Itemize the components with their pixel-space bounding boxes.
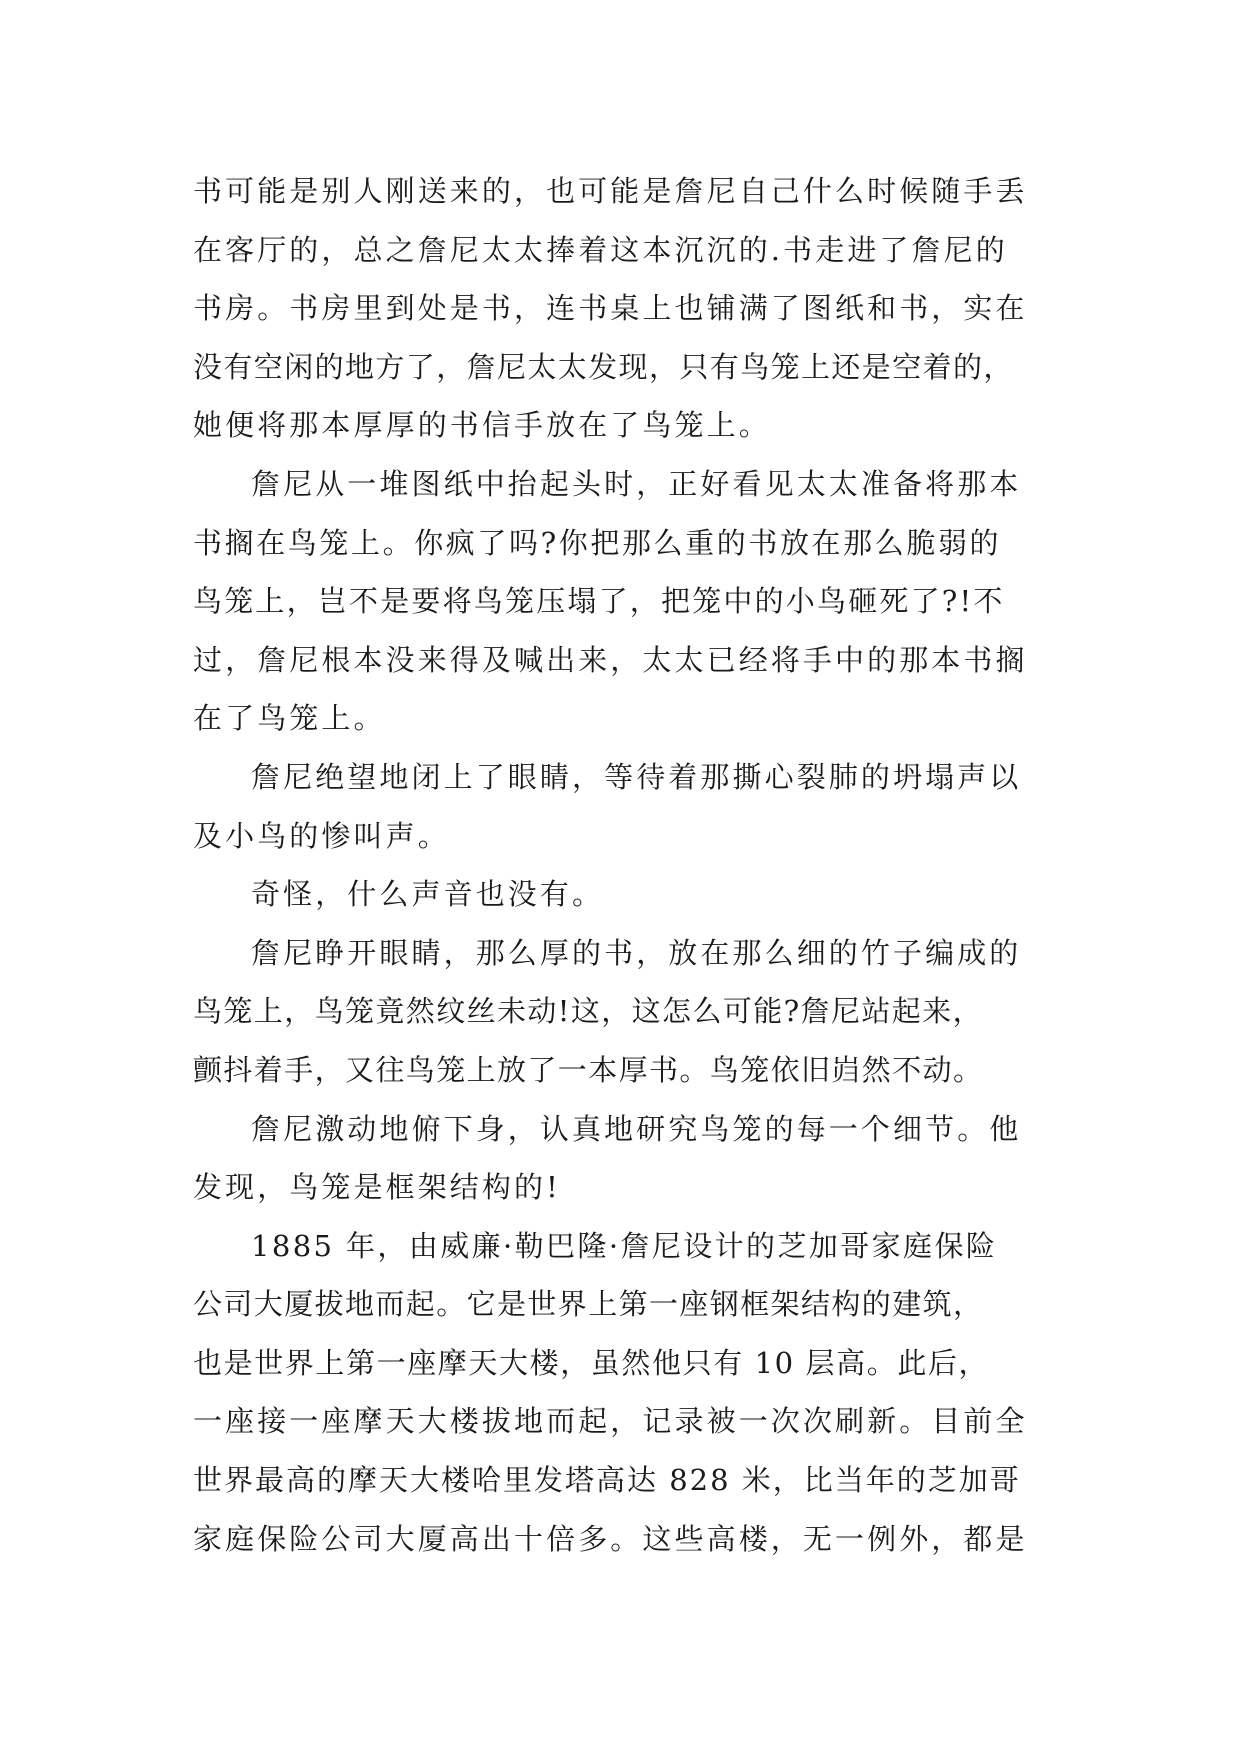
text-line: 詹尼从一堆图纸中抬起头时，正好看见太太准备将那本 <box>251 466 1022 501</box>
text-line: 世界最高的摩天大楼哈里发塔高达 828 米，比当年的芝加哥 <box>193 1463 1021 1498</box>
document-body <box>193 162 1063 1568</box>
text-line: 颤抖着手，又往鸟笼上放了一本厚书。鸟笼依旧岿然不动。 <box>193 1052 984 1087</box>
text-line: 及小鸟的惨叫声。 <box>193 818 450 853</box>
text-line: 公司大厦拔地而起。它是世界上第一座钢框架结构的建筑， <box>193 1287 984 1322</box>
paragraph <box>193 748 1063 865</box>
text-line: 鸟笼上，岂不是要将鸟笼压塌了，把笼中的小鸟砸死了?!不 <box>193 584 1005 619</box>
text-line: 发现，鸟笼是框架结构的! <box>193 1170 561 1205</box>
paragraph <box>193 1100 1063 1217</box>
text-line: 在了鸟笼上。 <box>193 701 386 736</box>
text-line: 詹尼激动地俯下身，认真地研究鸟笼的每一个细节。他 <box>251 1111 1022 1146</box>
paragraph <box>193 924 1063 1100</box>
text-line: 詹尼绝望地闭上了眼睛，等待着那撕心裂肺的坍塌声以 <box>251 759 1022 794</box>
paragraph <box>193 1217 1063 1569</box>
text-line: 过，詹尼根本没来得及喊出来，太太已经将手中的那本书搁 <box>193 642 1028 677</box>
paragraph <box>193 865 1063 924</box>
text-line: 也是世界上第一座摩天大楼，虽然他只有 10 层高。此后， <box>193 1345 990 1380</box>
text-line: 书可能是别人刚送来的，也可能是詹尼自己什么时候随手丢 <box>193 174 1028 208</box>
text-line: 鸟笼上，鸟笼竟然纹丝未动!这，这怎么可能?詹尼站起来， <box>193 994 984 1029</box>
paragraph <box>193 455 1063 748</box>
text-line: 奇怪，什么声音也没有。 <box>251 877 605 912</box>
text-line: 书搁在鸟笼上。你疯了吗?你把那么重的书放在那么脆弱的 <box>193 525 1002 560</box>
paragraph <box>193 162 1063 455</box>
text-line: 书房。书房里到处是书，连书桌上也铺满了图纸和书，实在 <box>193 291 1028 326</box>
text-line: 一座接一座摩天大楼拔地而起，记录被一次次刷新。目前全 <box>193 1404 1028 1439</box>
text-line: 在客厅的，总之詹尼太太捧着这本沉沉的.书走进了詹尼的 <box>193 232 1008 267</box>
text-line: 家庭保险公司大厦高出十倍多。这些高楼，无一例外，都是 <box>193 1521 1028 1556</box>
text-line: 没有空闲的地方了，詹尼太太发现，只有鸟笼上还是空着的， <box>193 349 1014 384</box>
text-line: 詹尼睁开眼睛，那么厚的书，放在那么细的竹子编成的 <box>251 935 1022 970</box>
text-line: 1885 年，由威廉·勒巴隆·詹尼设计的芝加哥家庭保险 <box>251 1228 998 1263</box>
text-line: 她便将那本厚厚的书信手放在了鸟笼上。 <box>193 408 771 443</box>
